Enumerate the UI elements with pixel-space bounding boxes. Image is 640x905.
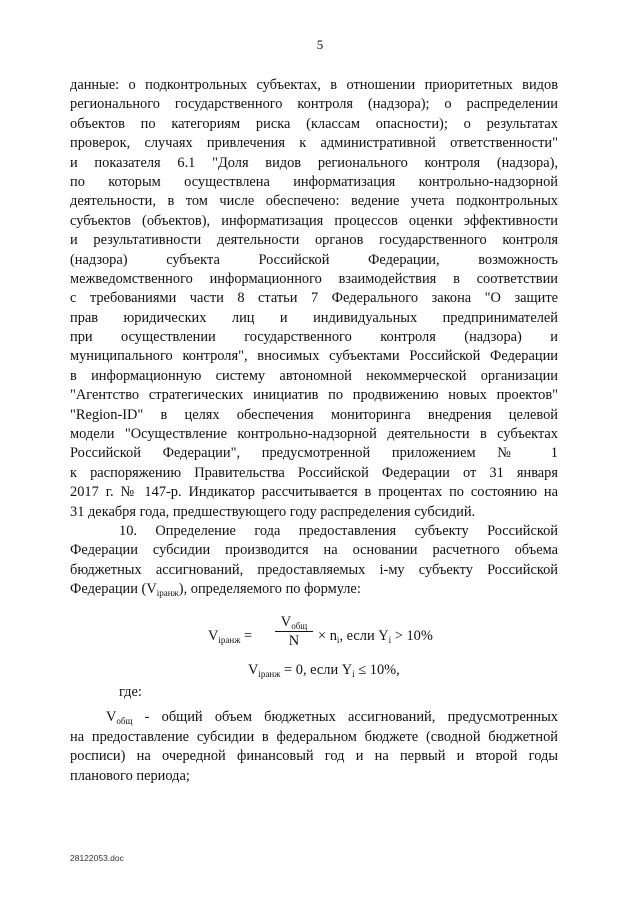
text-line: "Region-ID" в целях обеспечения мониторинга внедрения целевой [70,406,558,423]
formula-line-2: $V_{iранж} = 0$, если $Y_i \le 10\%$, [248,662,400,679]
fraction-bar [275,631,313,632]
text-line: регионального государственного контроля (надзора); о распределении [70,96,558,113]
fraction-denominator: N [288,633,300,649]
text-line: 31 декабря года, предшествующего году распределения субсидий. [70,503,476,520]
text-line: модели "Осуществление контрольно-надзорной деятельности в субъектах [70,426,558,443]
text-line: 2017 г. № 147-р. Индикатор рассчитывается в процентах по состоянию на [70,484,558,501]
formula-line-1 [208,614,448,654]
text-line: при осуществлении государственного контроля (надзора) и [70,329,558,346]
paragraph-indicator-description [70,76,558,522]
text-line: росписи) на очередной финансовый год и на первый и второй годы [70,748,558,765]
formula-lhs: $V_{iранж}$ = [208,628,253,645]
text-line: прав юридических лиц и индивидуальных предпринимателей [70,309,558,326]
formula-rhs: × $n_i$, если $Y_i > 10\%$ [318,628,433,645]
text-line: бюджетных ассигнований, предоставляемых i-му субъекту Российской [70,561,558,578]
text-line: межведомственного информационного взаимодействия в соответствии [70,270,558,287]
text-line: к распоряжению Правительства Российской Федерации от 31 января [70,464,558,481]
text-line: муниципального контроля", вносимых субъектами Российской Федерации [70,348,558,365]
definition-first-line: $V_{общ}$ - общий объем бюджетных ассигнований, предусмотренных [106,709,558,727]
text-line: с требованиями части 8 статьи 7 Федерального закона "О защите [70,290,558,307]
definitions-block [70,683,558,786]
paragraph-10-last-line: Федерации $(V_{iранж})$, определяемого по формуле: [70,581,361,599]
formula-block [0,608,640,678]
where-label: где: [119,684,142,700]
text-line: деятельности, в том числе обеспечено: ведение учета подконтрольных [70,193,558,210]
text-line: и результативности деятельности органов государственного контроля [70,232,558,249]
text-line: проверок, случаях привлечения к административной ответственности" [70,135,558,152]
page-number: 5 [316,37,324,52]
document-code: 28122053.doc [70,853,124,863]
text-line: в информационную систему автономной некоммерческой организации [70,367,558,384]
fraction-numerator: $V_{общ}$ [280,614,308,631]
text-line: субъектов (объектов), информатизация процессов оценки эффективности [70,212,558,229]
formula-fraction [275,614,313,649]
text-line: "Агентство стратегических инициатив по продвижению новых проектов" [70,387,558,404]
text-line: (надзора) субъекта Российской Федерации, возможность [70,251,558,268]
text-line: Российской Федерации", предусмотренной приложением № 1 [70,445,558,462]
text-line: по которым осуществлена информатизация контрольно-надзорной [70,173,558,190]
text-line: Федерации субсидии производится на основании расчетного объема [70,542,558,559]
definition-lines [70,728,558,767]
definition-last-line: планового периода; [70,767,190,784]
text-line: данные: о подконтрольных субъектах, в отношении приоритетных видов [70,77,558,93]
text-line: на предоставление субсидии в федеральном бюджете (сводной бюджетной [70,728,558,745]
paragraph-10 [70,522,558,580]
text-line: 10. Определение года предоставления субъекту Российской [119,522,558,539]
text-line: объектов по категориям риска (классам опасности); о результатах [70,115,558,132]
text-line: и показателя 6.1 "Доля видов регионального контроля (надзора), [70,154,558,171]
body-text [70,76,558,600]
